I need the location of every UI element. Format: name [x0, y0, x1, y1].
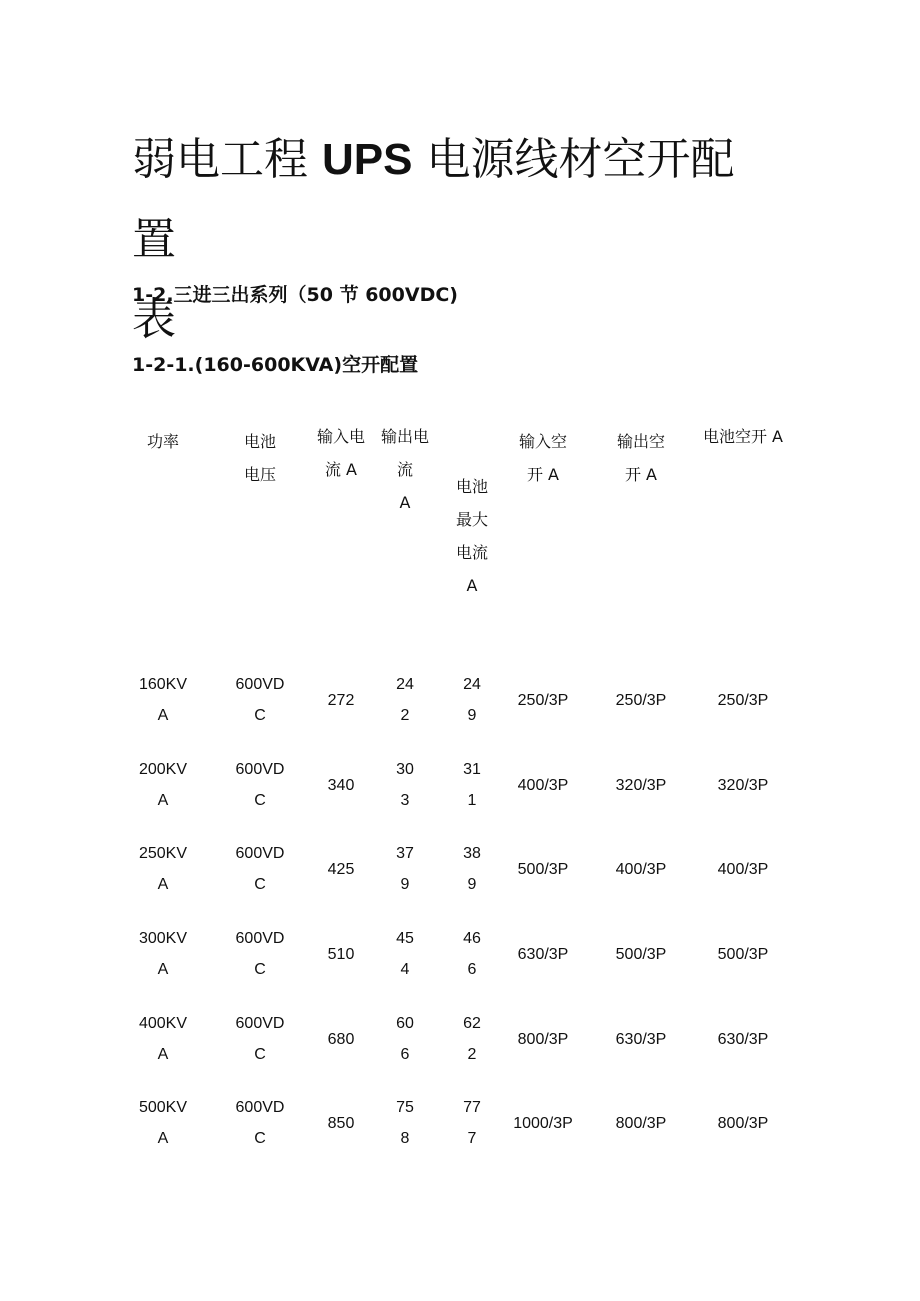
- cell-battery-voltage: 600VD C: [235, 761, 285, 809]
- cell-input-current: 510: [327, 945, 355, 963]
- cell-input-current: 680: [327, 1030, 355, 1048]
- cell-output-breaker: 500/3P: [615, 945, 667, 963]
- cell-battery-breaker: 400/3P: [717, 860, 769, 878]
- document-title: [132, 120, 772, 360]
- cell-output-current: 37 9: [396, 845, 414, 893]
- cell-power: 500KV A: [138, 1099, 188, 1147]
- cell-battery-max-current: 31 1: [463, 761, 481, 809]
- cell-battery-voltage: 600VD C: [235, 930, 285, 978]
- cell-output-current: 60 6: [396, 1015, 414, 1063]
- cell-input-current: 850: [327, 1114, 355, 1132]
- header-input-breaker: 输入空 开 A: [518, 432, 567, 484]
- cell-battery-breaker: 250/3P: [717, 691, 769, 709]
- cell-battery-breaker: 500/3P: [717, 945, 769, 963]
- cell-battery-max-current: 62 2: [463, 1015, 481, 1063]
- title-cn-part2: 电源线材空开配置: [132, 134, 735, 265]
- cell-battery-max-current: 46 6: [463, 930, 481, 978]
- cell-input-breaker: 400/3P: [517, 776, 569, 794]
- cell-battery-voltage: 600VD C: [235, 1099, 285, 1147]
- header-output-current: 输出电 流 A: [380, 427, 429, 512]
- cell-input-current: 425: [327, 860, 355, 878]
- cell-power: 300KV A: [138, 930, 188, 978]
- cell-battery-voltage: 600VD C: [235, 845, 285, 893]
- header-battery-voltage: 电池 电压: [243, 432, 276, 484]
- cell-output-breaker: 800/3P: [615, 1114, 667, 1132]
- cell-battery-breaker: 800/3P: [717, 1114, 769, 1132]
- header-battery-breaker: 电池空开 A: [702, 427, 784, 446]
- cell-output-breaker: 400/3P: [615, 860, 667, 878]
- cell-battery-voltage: 600VD C: [235, 676, 285, 724]
- header-power: 功率: [146, 432, 179, 451]
- cell-power: 250KV A: [138, 845, 188, 893]
- cell-power: 200KV A: [138, 761, 188, 809]
- cell-input-current: 272: [327, 691, 355, 709]
- cell-output-current: 24 2: [396, 676, 414, 724]
- cell-battery-voltage: 600VD C: [235, 1015, 285, 1063]
- cell-output-breaker: 320/3P: [615, 776, 667, 794]
- cell-battery-max-current: 24 9: [463, 676, 481, 724]
- cell-output-current: 75 8: [396, 1099, 414, 1147]
- cell-input-breaker: 1000/3P: [513, 1114, 573, 1132]
- cell-input-breaker: 800/3P: [517, 1030, 569, 1048]
- cell-battery-max-current: 77 7: [463, 1099, 481, 1147]
- subsection-heading: 1-2-1.(160-600KVA)空开配置: [132, 354, 419, 376]
- cell-input-breaker: 500/3P: [517, 860, 569, 878]
- cell-battery-max-current: 38 9: [463, 845, 481, 893]
- title-cn-part1: 弱电工程: [132, 134, 308, 185]
- cell-output-breaker: 250/3P: [615, 691, 667, 709]
- cell-input-breaker: 250/3P: [517, 691, 569, 709]
- cell-battery-breaker: 320/3P: [717, 776, 769, 794]
- header-input-current: 输入电 流 A: [316, 427, 365, 479]
- section-heading: 1-2.三进三出系列（50 节 600VDC): [132, 284, 458, 306]
- cell-input-breaker: 630/3P: [517, 945, 569, 963]
- cell-output-current: 30 3: [396, 761, 414, 809]
- cell-power: 400KV A: [138, 1015, 188, 1063]
- cell-output-breaker: 630/3P: [615, 1030, 667, 1048]
- cell-output-current: 45 4: [396, 930, 414, 978]
- cell-power: 160KV A: [138, 676, 188, 724]
- title-latin-part: UPS: [322, 135, 413, 184]
- title-line2: 表: [132, 294, 176, 345]
- cell-input-current: 340: [327, 776, 355, 794]
- cell-battery-breaker: 630/3P: [717, 1030, 769, 1048]
- header-output-breaker: 输出空 开 A: [616, 432, 665, 484]
- header-battery-max-current: 电池 最大 电流 A: [455, 477, 488, 595]
